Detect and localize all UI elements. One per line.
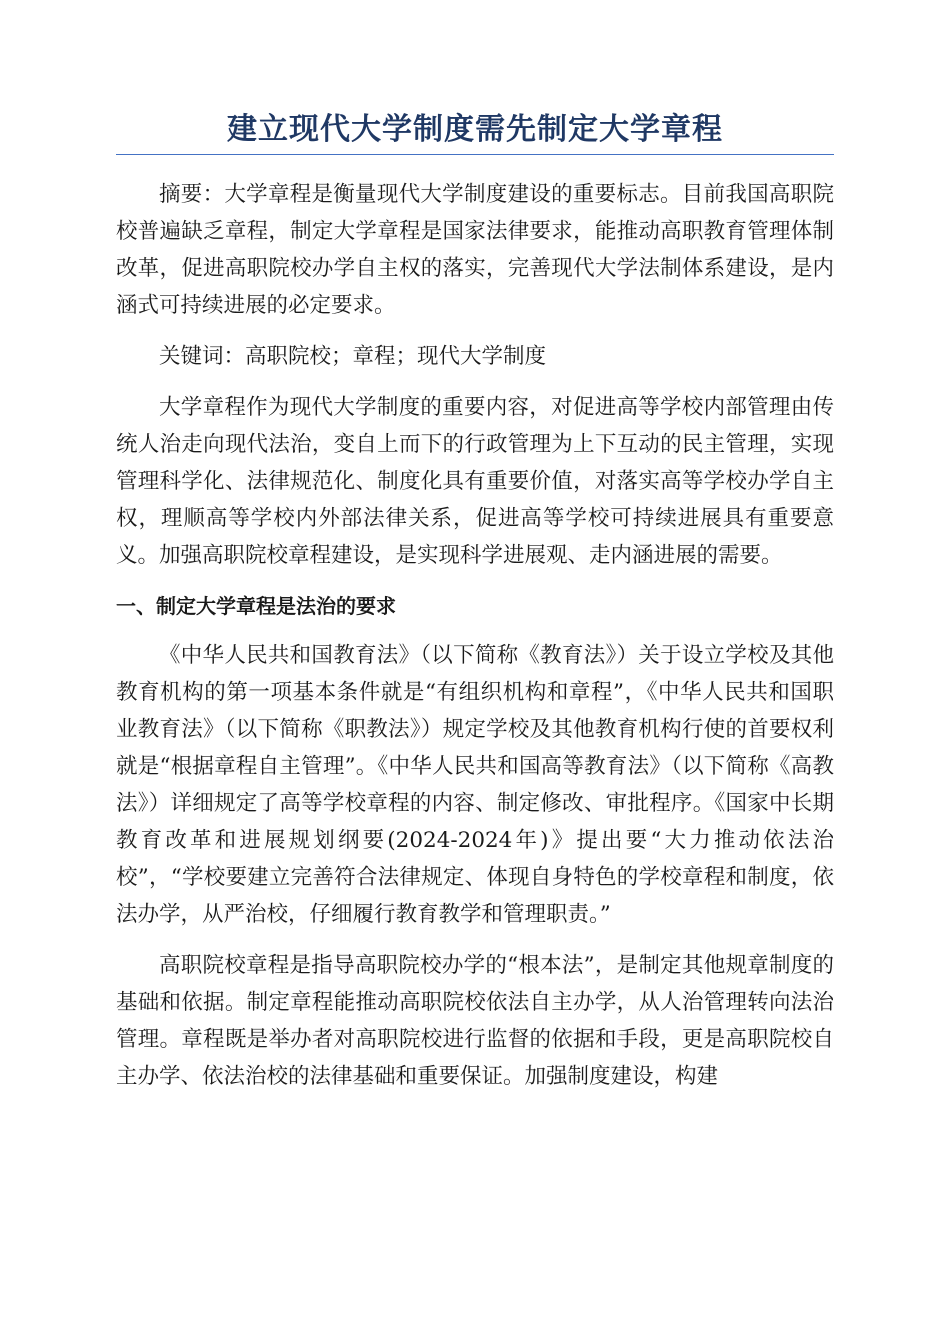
keywords-paragraph: 关键词：高职院校；章程；现代大学制度: [159, 344, 547, 369]
body-paragraph: 大学章程作为现代大学制度的重要内容，对促进高等学校内部管理由传统人治走向现代法治，变自上而下的行政管理为上下互动的民主管理，实现管理科学化、法律规范化、制度化具有重要价值，对落实高等学校办学自主权，理顺高等学校内外部法律关系，促进高等学校可持续进展具有重要意义。加强高职院校章程建设，是实现科学进展观、走内涵进展的需要。: [116, 395, 834, 568]
document-page: [116, 108, 834, 1095]
section-heading: 一、制定大学章程是法治的要求: [116, 594, 396, 618]
document-title: 建立现代大学制度需先制定大学章程: [116, 108, 834, 155]
section-paragraph: 高职院校章程是指导高职院校办学的“根本法”，是制定其他规章制度的基础和依据。制定章程能推动高职院校依法自主办学，从人治管理转向法治管理。章程既是举办者对高职院校进行监督的依据和手段，更是高职院校自主办学、依法治校的法律基础和重要保证。加强制度建设，构建: [116, 953, 834, 1089]
abstract-paragraph: 摘要：大学章程是衡量现代大学制度建设的重要标志。目前我国高职院校普遍缺乏章程，制定大学章程是国家法律要求，能推动高职教育管理体制改革，促进高职院校办学自主权的落实，完善现代大学法制体系建设，是内涵式可持续进展的必定要求。: [116, 182, 834, 318]
section-paragraph: 《中华人民共和国教育法》（以下简称《教育法》）关于设立学校及其他教育机构的第一项基本条件就是“有组织机构和章程”，《中华人民共和国职业教育法》（以下简称《职教法》）规定学校及其他教育机构行使的首要权利就是“根据章程自主管理”。《中华人民共和国高等教育法》（以下简称《高教法》）详细规定了高等学校章程的内容、制定修改、审批程序。《国家中长期教育改革和进展规划纲要(2024-2024年)》提出要“大力推动依法治校”，“学校要建立完善符合法律规定、体现自身特色的学校章程和制度，依法办学，从严治校，仔细履行教育教学和管理职责。”: [116, 643, 834, 927]
